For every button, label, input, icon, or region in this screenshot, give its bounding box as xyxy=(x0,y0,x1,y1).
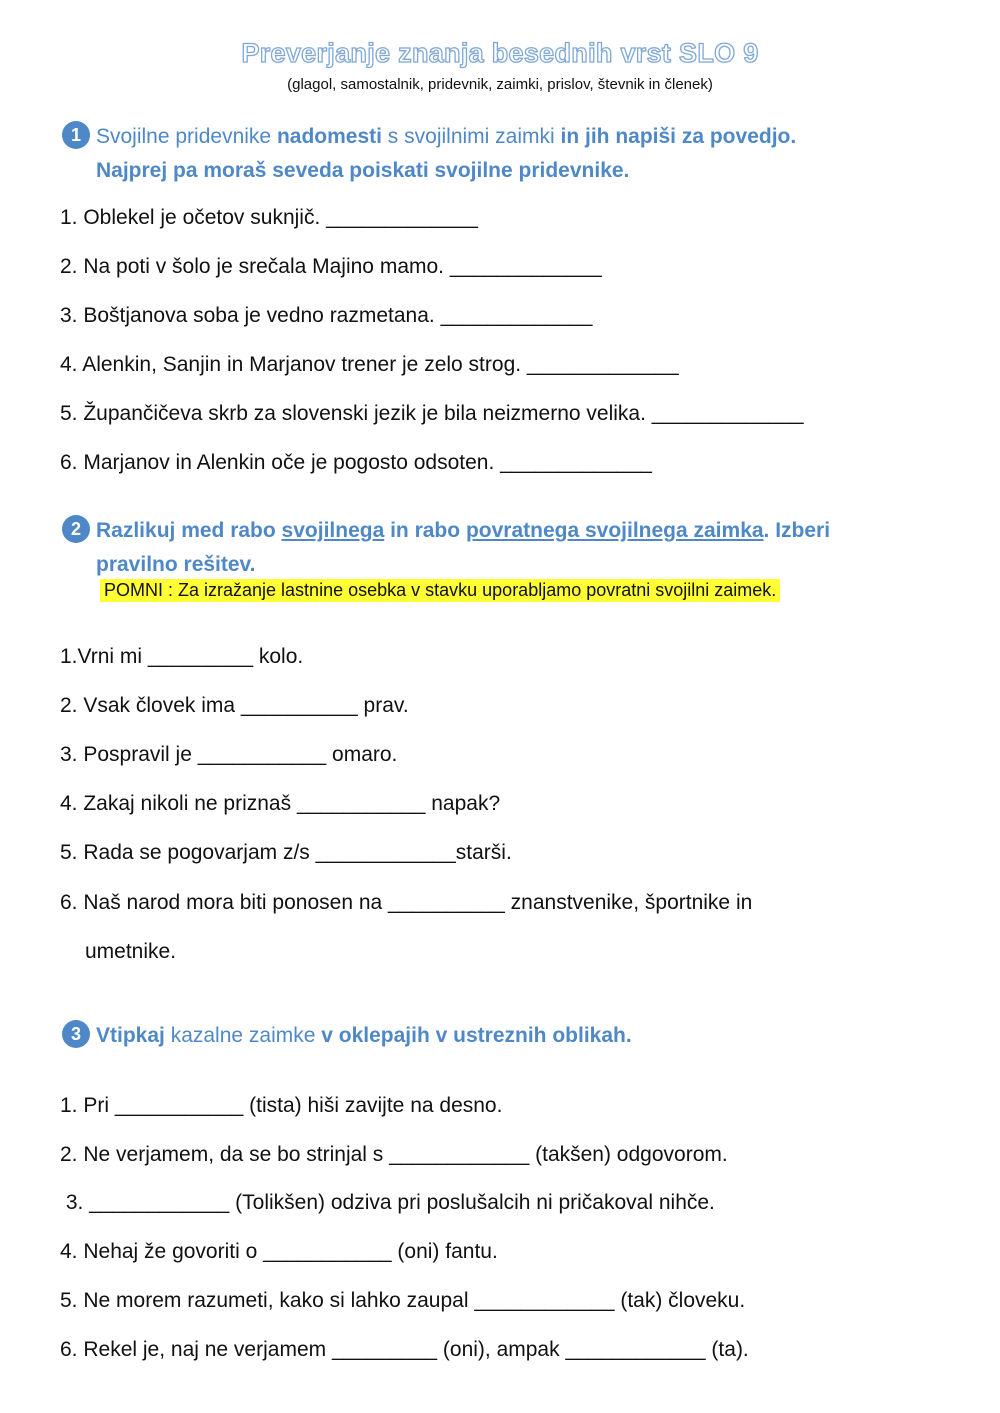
section2-item-4[interactable]: 4. Zakaj nikoli ne priznaš ___________ napak? xyxy=(60,792,501,815)
number-3-badge-icon: 3 xyxy=(62,1020,90,1048)
section2-heading-part3: in rabo xyxy=(384,519,466,542)
section2-item-3[interactable]: 3. Pospravil je ___________ omaro. xyxy=(60,743,398,766)
section1-heading-line2: Najprej pa moraš seveda poiskati svojilne pridevnike. xyxy=(96,159,630,182)
section1-heading xyxy=(62,120,942,188)
section1-item-3[interactable]: 3. Boštjanova soba je vedno razmetana. _____________ xyxy=(60,304,593,327)
section3-heading-part1: Vtipkaj xyxy=(96,1024,165,1047)
section2-item-2[interactable]: 2. Vsak človek ima __________ prav. xyxy=(60,694,409,717)
section1-item-5[interactable]: 5. Župančičeva skrb za slovenski jezik je bila neizmerno velika. _____________ xyxy=(60,402,804,425)
section3-item-4[interactable]: 4. Nehaj že govoriti o ___________ (oni) fantu. xyxy=(60,1240,498,1263)
section1-heading-part3: s svojilnimi zaimki xyxy=(381,125,561,148)
section3-heading-part2: kazalne zaimke xyxy=(164,1024,322,1047)
section2-heading xyxy=(62,514,942,582)
section1-heading-part1: Svojilne pridevnike xyxy=(96,125,277,148)
section1-item-4[interactable]: 4. Alenkin, Sanjin in Marjanov trener je zelo strog. _____________ xyxy=(60,353,679,376)
section2-heading-part2: svojilnega xyxy=(281,519,385,542)
section2-item-1[interactable]: 1.Vrni mi _________ kolo. xyxy=(60,645,304,668)
section2-heading-part4: povratnega svojilnega zaimka xyxy=(465,519,764,542)
section3-heading-part3: v oklepajih v ustreznih oblikah. xyxy=(321,1024,632,1047)
section2-heading-line2: pravilno rešitev. xyxy=(96,553,256,576)
section2-item-6-line1: 6. Naš narod mora biti ponosen na __________ znanstvenike, športnike in xyxy=(60,891,753,914)
section2-heading-part5: . Izberi xyxy=(763,519,831,542)
section3-heading xyxy=(62,1019,942,1053)
section1-item-2[interactable]: 2. Na poti v šolo je srečala Majino mamo. _____________ xyxy=(60,255,602,278)
number-1-badge-icon: 1 xyxy=(62,121,90,149)
section2-item-6-line2: umetnike. xyxy=(85,940,177,963)
section1-item-6[interactable]: 6. Marjanov in Alenkin oče je pogosto odsoten. _____________ xyxy=(60,451,652,474)
section1-heading-part2: nadomesti xyxy=(276,125,382,148)
section2-heading-part1: Razlikuj med rabo xyxy=(96,519,282,542)
section1-item-1[interactable]: 1. Oblekel je očetov suknjič. _____________ xyxy=(60,206,478,229)
page-subtitle: (glagol, samostalnik, pridevnik, zaimki, prislov, števnik in členek) xyxy=(287,76,713,93)
section3-item-2[interactable]: 2. Ne verjamem, da se bo strinjal s ____________ (takšen) odgovorom. xyxy=(60,1143,728,1166)
section1-heading-part4: in jih napiši za povedjo. xyxy=(560,125,797,148)
page-title: Preverjanje znanja besednih vrst SLO 9 xyxy=(241,38,759,68)
section3-item-6[interactable]: 6. Rekel je, naj ne verjamem _________ (oni), ampak ____________ (ta). xyxy=(60,1338,749,1361)
number-2-badge-icon: 2 xyxy=(62,515,90,543)
section3-item-5[interactable]: 5. Ne morem razumeti, kako si lahko zaupal ____________ (tak) človeku. xyxy=(60,1289,746,1312)
pomni-note-highlight: POMNI : Za izražanje lastnine osebka v stavku uporabljamo povratni svojilni zaimek. xyxy=(100,579,780,602)
section2-item-6[interactable] xyxy=(60,878,890,976)
section2-item-5[interactable]: 5. Rada se pogovarjam z/s ____________starši. xyxy=(60,841,512,864)
section3-item-3[interactable]: 3. ____________ (Tolikšen) odziva pri poslušalcih ni pričakoval nihče. xyxy=(60,1191,715,1214)
section3-item-1[interactable]: 1. Pri ___________ (tista) hiši zavijte na desno. xyxy=(60,1094,503,1117)
